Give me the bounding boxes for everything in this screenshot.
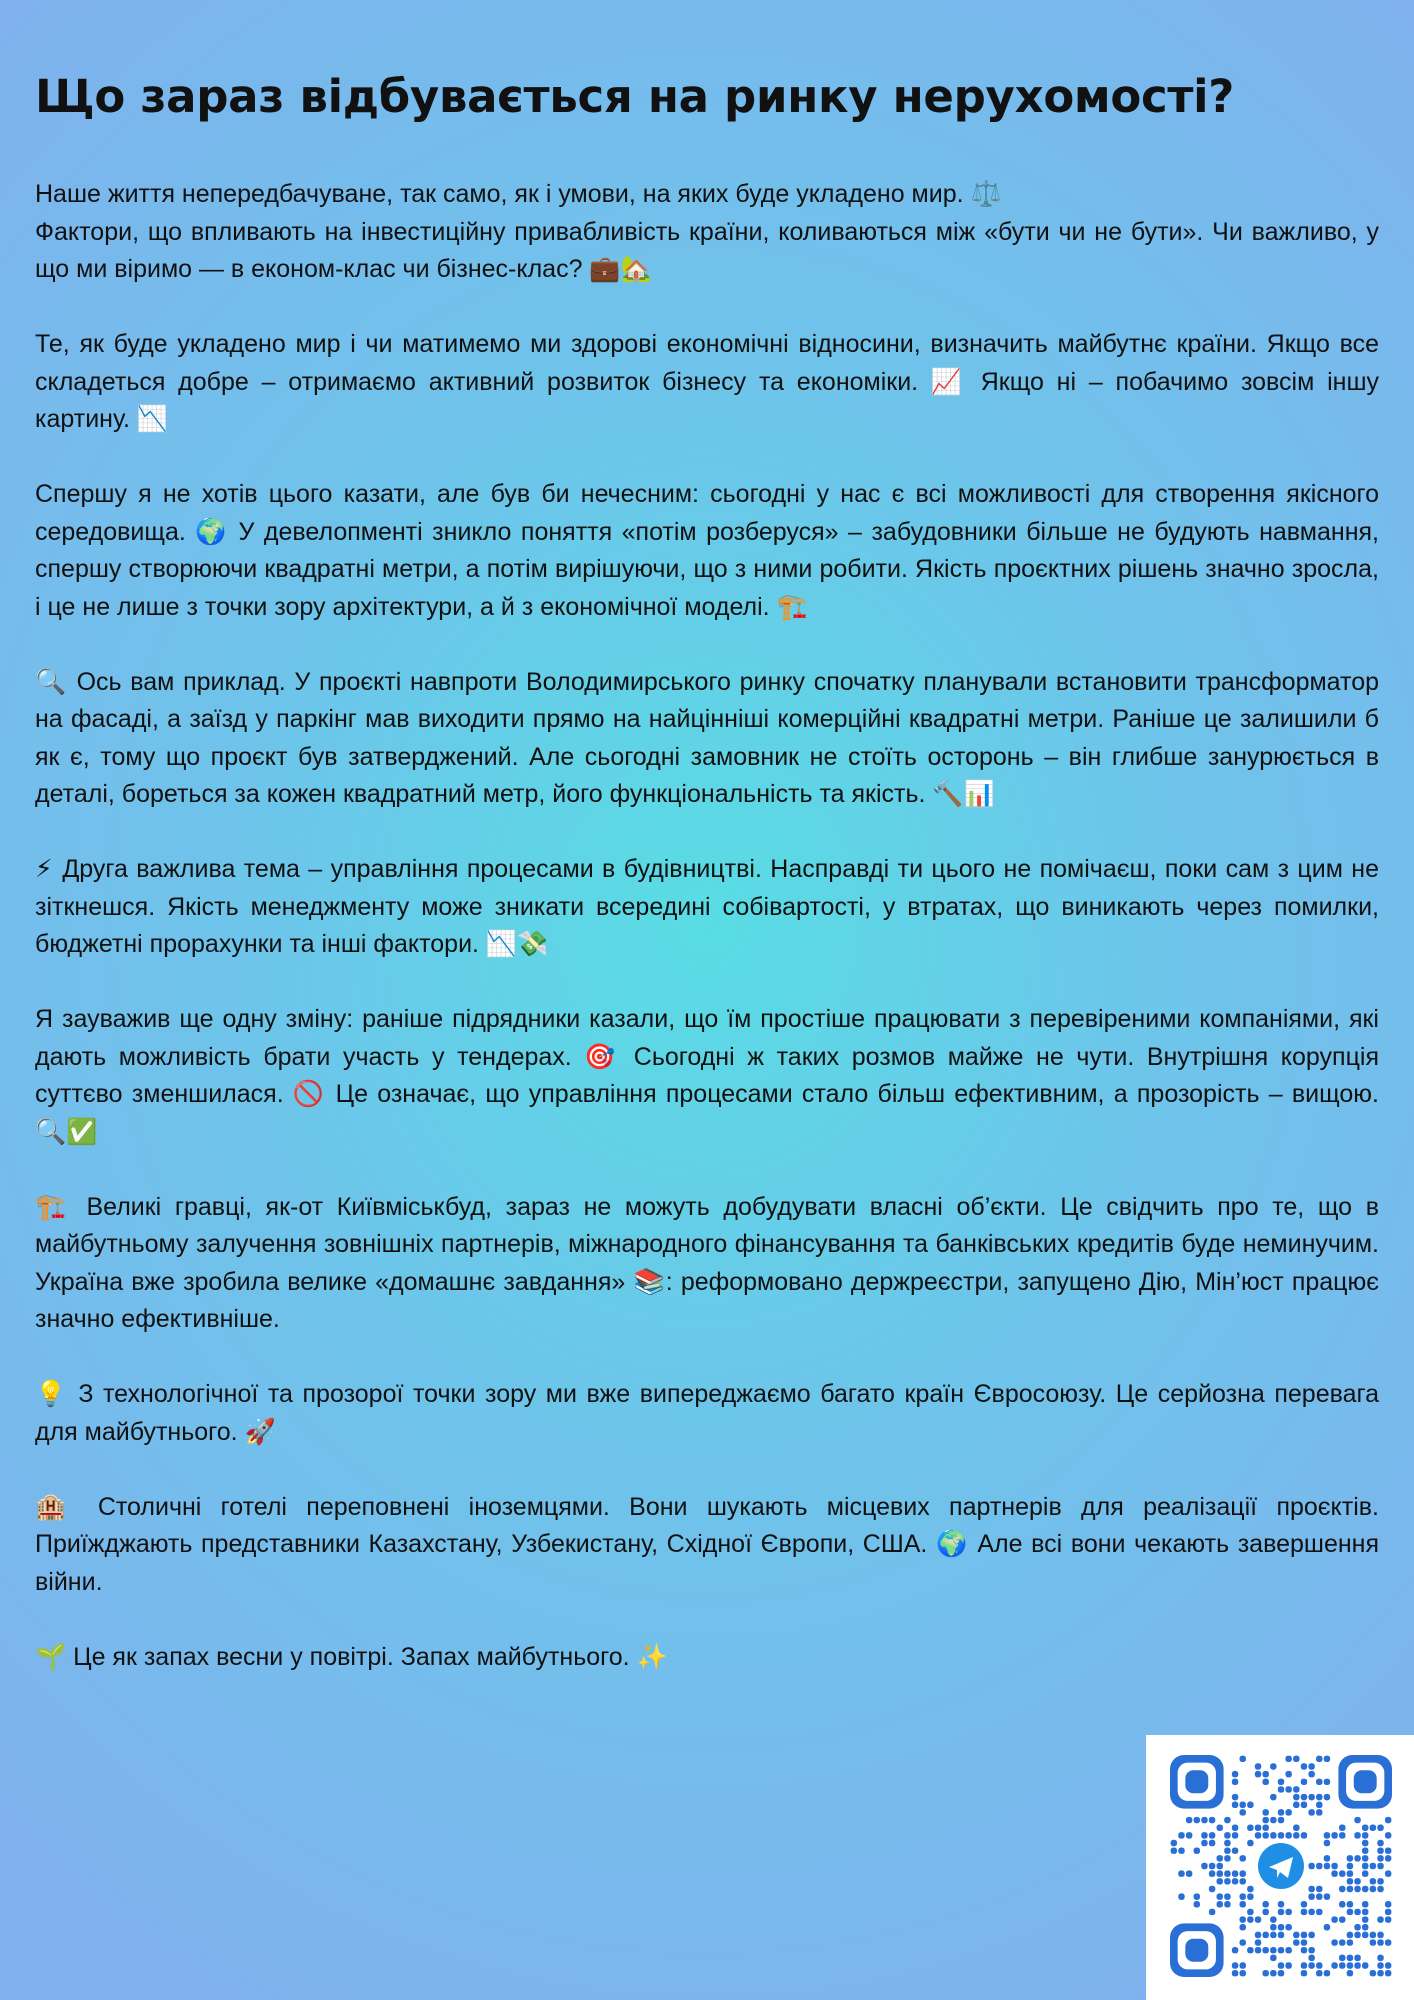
paragraph	[35, 1639, 1379, 1677]
paragraph	[35, 851, 1379, 964]
paragraph	[35, 176, 1379, 289]
paragraph-line: 🏨 Столичні готелі переповнені іноземцями. Вони шукають місцевих партнерів для реалізації проєктів. Приїжджають представники Казахстану, Узбекистану, Східної Європи, США. 🌍 Але всі вони чекають завершення війни.	[35, 1492, 1379, 1596]
document-page	[35, 70, 1379, 1714]
paragraph-line: Те, як буде укладено мир і чи матимемо ми здорові економічні відносини, визначить майбутнє країни. Якщо все складеться добре – отримаємо активний розвиток бізнесу та економіки. 📈 Якщо ні – побачимо зовсім іншу картину. 📉	[35, 330, 1379, 433]
qr-code-pattern	[1170, 1755, 1392, 1977]
paragraph-line: 🔍 Ось вам приклад. У проєкті навпроти Володимирського ринку спочатку планували встановити трансформатор на фасаді, а заїзд у паркінг мав виходити прямо на найцінніші комерційні квадратні метри. Раніше це залишили б як є, тому що проєкт був затверджений. Але сьогодні замовник не стоїть осторонь – він глибше занурюється в деталі, бореться за кожен квадратний метр, його функціональність та якість. 🔨📊	[35, 667, 1379, 808]
paragraph-line: Наше життя непередбачуване, так само, як і умови, на яких буде укладено мир. ⚖️	[35, 180, 1002, 208]
paragraph	[35, 1489, 1379, 1602]
paragraph-line: ⚡ Друга важлива тема – управління процесами в будівництві. Насправді ти цього не помічаєш, поки сам з цим не зіткнешся. Якість менеджменту може зникати всередині собівартості, у втратах, що виникають через помилки, бюджетні прорахунки та інші фактори. 📉💸	[35, 855, 1379, 958]
paragraph-line: Спершу я не хотів цього казати, але був би нечесним: сьогодні у нас є всі можливості для створення якісного середовища. 🌍 У девелопменті зникло поняття «потім розберуся» – забудовники більше не будують навмання, спершу створюючи квадратні метри, а потім вирішуючи, що з ними робити. Якість проєктних рішень значно зросла, і це не лише з точки зору архітектури, а й з економічної моделі. 🏗️	[35, 480, 1379, 621]
paragraph	[35, 1001, 1379, 1151]
paragraph	[35, 476, 1379, 626]
paragraph-line: 🌱 Це як запах весни у повітрі. Запах майбутнього. ✨	[35, 1642, 668, 1671]
paragraph-line: Я зауважив ще одну зміну: раніше підрядники казали, що їм простіше працювати з перевіреними компаніями, які дають можливість брати участь у тендерах. 🎯 Сьогодні ж таких розмов майже не чути. Внутрішня корупція суттєво зменшилася. 🚫 Це означає, що управління процесами стало більш ефективним, а прозорість – вищою. 🔍✅	[35, 1005, 1379, 1146]
paragraph-line: 🏗️ Великі гравці, як-от Київміськбуд, зараз не можуть добудувати власні об’єкти. Це свідчить про те, що в майбутньому залучення зовнішніх партнерів, міжнародного фінансування та банківських кредитів буде неминучим. Україна вже зробила велике «домашнє завдання» 📚: реформовано держреєстри, запущено Дію, Мін’юст працює значно ефективніше.	[35, 1192, 1379, 1333]
paragraph	[35, 326, 1379, 439]
paragraph	[35, 664, 1379, 814]
paragraph-line: Фактори, що впливають на інвестиційну привабливість країни, коливаються між «бути чи не бути». Чи важливо, у що ми віримо — в економ-клас чи бізнес-клас? 💼🏡	[35, 217, 1379, 283]
paragraph-line: 💡 З технологічної та прозорої точки зору ми вже випереджаємо багато країн Євросоюзу. Це серйозна перевага для майбутнього. 🚀	[35, 1380, 1379, 1446]
paragraph	[35, 1376, 1379, 1451]
article-body	[35, 176, 1379, 1676]
paragraph	[35, 1189, 1379, 1339]
page-title: Що зараз відбувається на ринку нерухомості?	[35, 70, 1235, 123]
qr-code[interactable]	[1146, 1735, 1414, 2000]
